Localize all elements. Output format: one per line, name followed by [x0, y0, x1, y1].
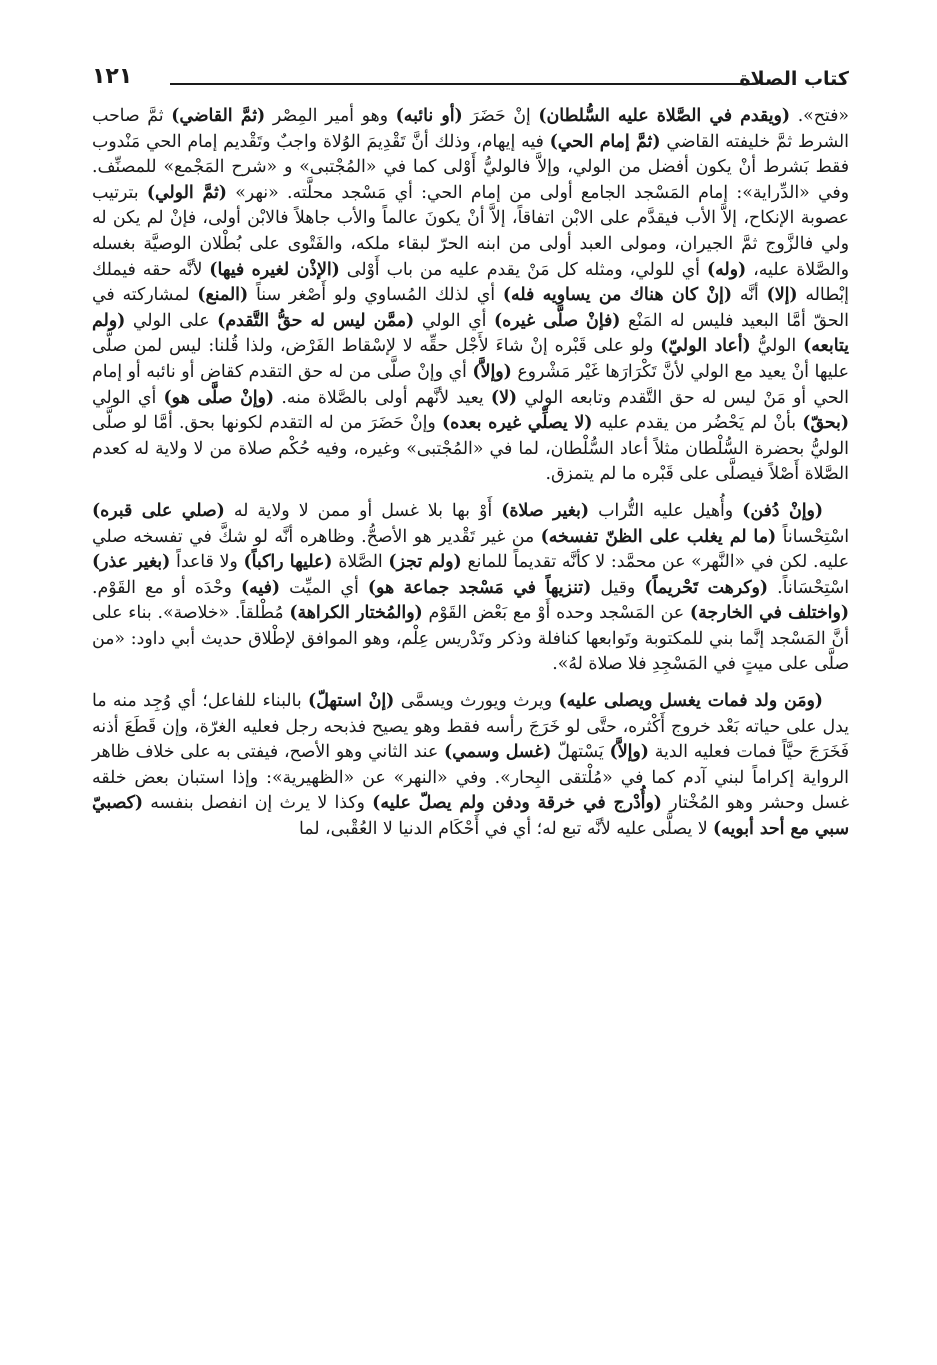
- sharh-segment: وقيل: [591, 577, 645, 598]
- paragraph: [92, 104, 849, 488]
- matn-segment: (المنع): [197, 285, 249, 306]
- matn-segment: (بحقّ): [802, 413, 850, 434]
- sharh-segment: لا يصلَّى عليه لأنَّه تبع له؛ أي في أَحْكَام الدنيا لا العُقْبى، لما: [299, 819, 714, 840]
- matn-segment: (ما لم يغلب على الظنّ تفسخه): [540, 526, 777, 547]
- sharh-segment: من غير تَقْدير هو الأصحُّ. وظاهره أنَّه لو شكَّ في تفسخه صلي عليه. لكن في «النَّهر» عن محمَّد: لا كأنَّه تقديماً للمانع: [92, 526, 850, 573]
- sharh-segment: وكذا لا يرث إن انفصل بنفسه: [143, 793, 373, 814]
- matn-segment: (صلي على قبره): [92, 500, 225, 521]
- matn-segment: (إنْ كان هناك من يساويه فله): [502, 285, 733, 306]
- sharh-segment: وإنْ حَضَرَ من له التقدم لكونها بحق. أمَّا لو صلَّى الوليُّ بحضرة السُّلْطان مثلاً أعاد السُّلْطان، لما في «المُجْتبى» وغيره، وفيه حُكْم صلاة من لا ولاية له كعدم الصَّلاة أَصْلاً فيصلَّى على قَبْره ما لم يتمزق.: [92, 413, 849, 485]
- sharh-segment: عند الثاني وهو الأصح، فيفتى به على خلاف ظاهر الرواية إكراماً لبني آدم كما في «مُلْتقى البِحار». وفي «النهر» عن «الظهيرية»: وإذا استبان بعض خلقه غسل وحشر وهو المُخْتار: [92, 742, 849, 814]
- matn-segment: (بغير عذر): [92, 552, 171, 573]
- sharh-segment: أنَّه: [732, 285, 767, 306]
- sharh-segment: فيه إيهام، وذلك أنَّ تَقْدِيمَ الوُلاة واجبٌ وتَقْديم إمام الحي مَنْدوب فقط بَشرط أنْ يكون أفضل من الولي، وإلاَّ فالوليُّ أَوْلى كما في «المُجْتبى» و «شرح المَجْمع» للمصنِّف. وفي «الدِّراية»: إمام المَسْجد الجامع أولى من إمام الحي: أي مَسْجد محلَّته. «نهر»: [92, 131, 849, 203]
- sharh-segment: اسْتِحْسَاناً.: [768, 577, 849, 598]
- matn-segment: (ثمَّ القاضي): [171, 106, 266, 126]
- header-rule: [170, 83, 753, 85]
- sharh-segment: لمشاركته في الحقّ أمَّا البعيد فليس له المَنْع: [92, 285, 849, 331]
- sharh-segment: على الولي: [125, 310, 218, 331]
- matn-segment: (ثمَّ الولي): [146, 182, 227, 203]
- matn-segment: (فيه): [240, 577, 281, 598]
- matn-segment: (عليها راكباً): [243, 552, 333, 573]
- matn-segment: (والمُختار الكراهة): [289, 603, 423, 624]
- sharh-segment: أي للولي، ومثله كل مَنْ يقدم عليه من باب أَوْلى: [339, 259, 707, 280]
- sharh-segment: بترتيب عصوبة الإنكاح، إلاَّ الأب فيقدَّم على الابْن اتفاقاً، إلاَّ أنْ يكونَ عالماً والأب جاهلاً فالابْن أولى، فإنْ لم يكن له ولي فالزَّوج ثمَّ الجيران، ومولى العبد أولى من ابنه الحرّ لبقاء ملكه، والفَتْوى على بُطْلان الوصيَّة بغسله والصَّلاة عليه،: [92, 182, 849, 280]
- sharh-segment: اسْتِحْساناً: [776, 526, 849, 547]
- sharh-segment: أي الولي: [414, 310, 494, 331]
- sharh-segment: يعيد لأنَّهم أولى بالصَّلاة منه.: [274, 387, 491, 408]
- matn-segment: (إنْ استهلّ): [308, 691, 395, 712]
- sharh-segment: يَسْتهلّ: [551, 742, 610, 763]
- sharh-segment: بالبناء للفاعل؛ أي وُجِد منه ما يدل على حياته بَعْد خروج أَكْثره، حتَّى لو خَرَجَ رأسه فقط وهو يصيح فذبحه رجل فعليه الغرّة، وإن قَطَعَ أذنه فَخَرَجَ حيَّاً فمات فعليه الدية: [92, 691, 849, 763]
- sharh-segment: «فتح».: [790, 106, 849, 126]
- sharh-segment: أي الولي: [92, 387, 164, 408]
- matn-segment: (ممَّن ليس له حقُّ التَّقدم): [217, 310, 415, 331]
- sharh-segment: أَوْ بها بلا غسل أو ممن لا ولاية له: [224, 500, 502, 521]
- sharh-segment: وهو أمير المِصْر: [265, 106, 396, 126]
- matn-segment: (الإذْن لغيره فيها): [209, 259, 340, 280]
- matn-segment: (وإلاَّ): [472, 361, 512, 382]
- sharh-segment: الصَّلاة: [332, 552, 389, 573]
- matn-segment: (وله): [706, 259, 747, 280]
- chapter-title: كتاب الصلاة: [739, 68, 849, 90]
- matn-segment: (وإنْ دُفن): [742, 500, 824, 521]
- page-number: ١٢١: [92, 64, 133, 89]
- matn-segment: (وإلاَّ): [609, 742, 649, 763]
- sharh-segment: ويرث ويورث ويسمَّى: [394, 691, 559, 712]
- sharh-segment: بأنْ لم يَحْضُر من يقدم عليه: [592, 413, 803, 434]
- matn-segment: (لا): [490, 387, 518, 408]
- sharh-segment: أي لذلك المُساوي ولو أَصْغر سناً: [248, 285, 503, 306]
- matn-segment: (إلا): [766, 285, 798, 306]
- matn-segment: (وكرهت تَحْريماً): [644, 577, 769, 598]
- sharh-segment: لأنَّه حقه فيملك إبْطاله: [92, 259, 849, 306]
- sharh-segment: أي وإنْ صلَّى من له حق التقدم كقاض أو نائبه أو إمام الحي أو مَنْ ليس له حق التَّقدم وتابعه الولي: [92, 361, 849, 408]
- matn-segment: (فإنْ صلَّى غيره): [493, 310, 621, 331]
- matn-segment: (بغير صلاة): [501, 500, 590, 521]
- matn-segment: (ويقدم في الصَّلاة عليه السُّلطان): [538, 106, 791, 126]
- sharh-segment: مُطْلقاً. «خلاصة». بناء على أنَّ المَسْجد إنَّما بني للمكتوبة وتَوابعها كنافلة وذكر وتَدْريس عِلْم، وهو الموافق لإطْلاق حديث أبي داود: «من صلَّى على ميتٍ في المَسْجِدِ فلا صلاة لهُ».: [92, 603, 849, 675]
- sharh-segment: إنْ حَضَرَ: [462, 106, 539, 126]
- matn-segment: (كصبيّ سبي مع أحد أبويه): [92, 793, 849, 840]
- sharh-segment: ولو على قَبْره إنْ شاءَ لأَجْل حقِّه لا لإسْقاط الفَرْض، ولذا قُلنا: ليس لمن صلَّى عليها أنْ يعيد مع الولي لأنَّ تَكْرَارَها غَيْر مَشْروع: [92, 336, 849, 382]
- sharh-segment: عن المَسْجد وحده أَوْ مع بَعْض القَوْم: [422, 603, 690, 624]
- matn-segment: (أو نائبه): [395, 106, 463, 126]
- matn-segment: (ومَن ولد فمات يغسل ويصلى عليه): [558, 691, 823, 712]
- matn-segment: (وأُدْرج في خرقة ودفن ولم يصلّ عليه): [372, 793, 662, 814]
- matn-segment: (غسل وسمي): [443, 742, 552, 763]
- sharh-segment: وأُهيل عليه التُّراب: [589, 500, 743, 521]
- running-header: [92, 64, 849, 98]
- matn-segment: (ولم يتابعه): [92, 310, 849, 357]
- paragraph: [92, 499, 849, 678]
- sharh-segment: ثمَّ صاحب الشرط ثمَّ خليفته القاضي: [92, 106, 849, 152]
- matn-segment: (واختلف في الخارجة): [689, 603, 850, 624]
- matn-segment: (لا يصلِّي غيره بعده): [441, 413, 593, 434]
- paragraph: [92, 689, 849, 843]
- sharh-segment: الوليُّ: [750, 336, 804, 357]
- sharh-segment: وحْدَه أو مع القَوْم.: [92, 577, 241, 598]
- matn-segment: (تنزيهاً في مَسْجد جماعة هو): [367, 577, 592, 598]
- matn-segment: (وإنْ صلَّى هو): [163, 387, 275, 408]
- sharh-segment: ولا قاعداً: [170, 552, 244, 573]
- matn-segment: (ثمَّ إمام الحي): [549, 131, 661, 152]
- sharh-segment: أي الميِّت: [280, 577, 368, 598]
- commentary-text: [92, 104, 849, 843]
- matn-segment: (أعاد الوليّ): [660, 336, 751, 357]
- matn-segment: (ولم تجز): [388, 552, 462, 573]
